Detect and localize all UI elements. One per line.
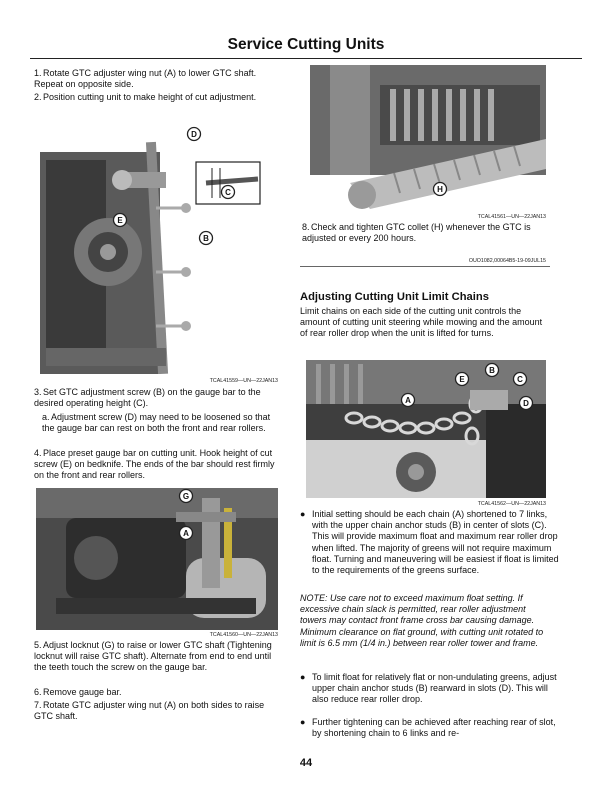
note-text: Use care not to exceed maximum float setting. If excessive chain slack is permitted, rear roller adjustment towers may contact front frame cross bar causing damage. Minimum clearance on flat ground, with cutting unit rotated to limit is 6.5 mm (1/4 in.) between rear roller tower and frame. <box>300 593 544 648</box>
step-number: a. <box>42 412 50 422</box>
step-3a <box>42 412 284 434</box>
callout-c: C <box>225 188 231 197</box>
step-8 <box>302 222 552 244</box>
title-rule <box>30 58 582 59</box>
section-intro: Limit chains on each side of the cutting unit controls the amount of cutting unit steering while mowing and the amount of rear roller drop when the unit is lifted for turns. <box>300 306 543 339</box>
callout-a: A <box>183 529 189 538</box>
bullet-dot: ● <box>300 672 306 682</box>
bullet-limit-float <box>300 672 562 706</box>
bullet-text: Further tightening can be achieved after reaching rear of slot, by shortening chain to 6 links and re- <box>312 717 556 739</box>
figure-caption: TCAL41559—UN—22JAN13 <box>209 378 278 384</box>
figure-limit-chains <box>306 360 546 498</box>
step-number: 3. <box>34 387 42 397</box>
bullet-initial-setting <box>300 509 562 576</box>
page-title: Service Cutting Units <box>227 36 385 53</box>
step-3 <box>34 387 284 409</box>
callout-e: E <box>117 216 123 225</box>
callout-g: G <box>182 492 190 501</box>
document-reference: OUO1082,00064B5-19-09JUL15 <box>468 258 546 264</box>
limit-chains-illustration <box>306 360 546 498</box>
step-number: 1. <box>34 68 42 78</box>
bullet-further-tightening <box>300 717 562 739</box>
section-divider <box>300 266 550 267</box>
step-6 <box>34 687 284 698</box>
figure-caption: TCAL41560—UN—22JAN13 <box>209 632 278 638</box>
step-text: Rotate GTC adjuster wing nut (A) to lower GTC shaft. Repeat on opposite side. <box>34 68 257 90</box>
step-text: Remove gauge bar. <box>43 687 122 697</box>
bullet-dot: ● <box>300 717 306 727</box>
callout-h: H <box>437 185 443 194</box>
note <box>300 593 552 649</box>
step-2 <box>34 92 284 103</box>
callout-b: B <box>203 234 209 243</box>
bullet-text: Initial setting should be each chain (A) shortened to 7 links, with the upper chain anchor studs (B) in center of slots (C). This will provide maximum float and maximum rear roller drop when lifted. The majority of greens will not require maximum float. Turning and maneuvering will be easiest if float is limited to the requirements of the greens surface. <box>312 509 559 576</box>
callout-d: D <box>523 399 529 408</box>
section-heading: Adjusting Cutting Unit Limit Chains <box>300 291 489 303</box>
step-number: 4. <box>34 448 42 458</box>
step-7 <box>34 700 284 722</box>
callout-c: C <box>517 375 523 384</box>
step-4 <box>34 448 284 482</box>
figure-caption: TCAL41562—UN—22JAN13 <box>477 501 546 507</box>
gtc-collet-illustration <box>310 65 546 217</box>
step-text: Check and tighten GTC collet (H) whenever the GTC is adjusted or every 200 hours. <box>302 222 531 244</box>
step-number: 5. <box>34 640 42 650</box>
step-text: Adjust locknut (G) to raise or lower GTC shaft (Tightening locknut will raise GTC shaft). Alternate from end to end until the teeth touch the screw on the gauge bar. <box>34 640 272 673</box>
step-text: Set GTC adjustment screw (B) on the gauge bar to the desired operating height (C). <box>34 387 261 409</box>
callout-d: D <box>191 130 197 139</box>
step-number: 6. <box>34 687 42 697</box>
bullet-text: To limit float for relatively flat or non-undulating greens, adjust upper chain anchor studs (B) rearward in slots (D). This will also reduce rear roller drop. <box>312 672 557 705</box>
figure-gtc-collet <box>310 65 546 217</box>
page-number: 44 <box>299 757 313 769</box>
step-text: Place preset gauge bar on cutting unit. Hook height of cut screw (E) on bedknife. The ends of the bar should rest firmly on the front and rear rollers. <box>34 448 275 481</box>
step-5 <box>34 640 284 674</box>
step-1 <box>34 68 284 90</box>
step-number: 2. <box>34 92 42 102</box>
step-number: 8. <box>302 222 310 232</box>
step-number: 7. <box>34 700 42 710</box>
bullet-dot: ● <box>300 509 306 519</box>
callout-a: A <box>405 396 411 405</box>
gauge-bar-setup-illustration <box>36 112 278 374</box>
step-text: Rotate GTC adjuster wing nut (A) on both sides to raise GTC shaft. <box>34 700 265 722</box>
figure-caption: TCAL41561—UN—22JAN13 <box>477 214 546 220</box>
note-label: NOTE: <box>300 593 328 603</box>
locknut-adjustment-illustration <box>36 488 278 630</box>
step-text: Position cutting unit to make height of cut adjustment. <box>43 92 257 102</box>
callout-b: B <box>489 366 495 375</box>
figure-locknut-adjustment <box>36 488 278 630</box>
figure-gauge-bar-setup <box>36 112 278 374</box>
step-text: Adjustment screw (D) may need to be loosened so that the gauge bar can rest on both the front and rear rollers. <box>42 412 271 434</box>
callout-e: E <box>459 375 465 384</box>
